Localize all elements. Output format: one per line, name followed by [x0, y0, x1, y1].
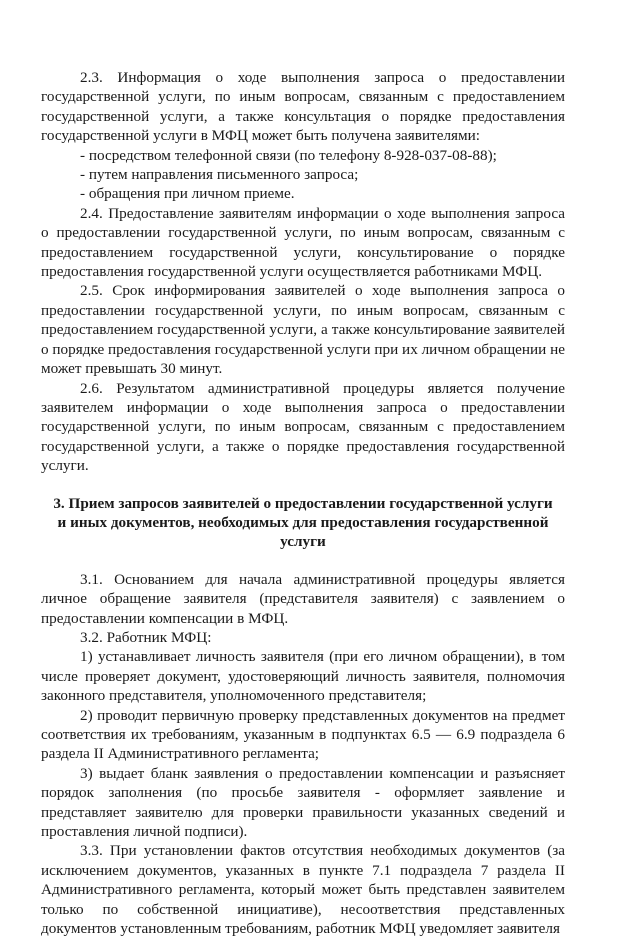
list-item-2: 2) проводит первичную проверку представленных документов на предмет соответствия их требованиям, указанным в подпунктах 6.5 — 6.9 подраздела 6 раздела II Административного регламента; — [41, 706, 565, 763]
paragraph-2-4: 2.4. Предоставление заявителям информации о ходе выполнения запроса о предоставлении государственной услуги, по иным вопросам, связанным с предоставлением государственной услуги, консультирование о порядке предоставления государственной услуги осуществляется работниками МФЦ. — [41, 204, 565, 281]
paragraph-3-3: 3.3. При установлении фактов отсутствия необходимых документов (за исключением документов, указанных в пункте 7.1 подраздела 7 раздела II Административного регламента, который может быть представлен заявителем только по собственной инициативе), несоответствия представленных документов установленным требованиям, работник МФЦ уведомляет заявителя — [41, 842, 565, 938]
paragraph-3-1: 3.1. Основанием для начала административной процедуры является личное обращение заявителя (представителя заявителя) с заявлением о предоставлении компенсации в МФЦ. — [41, 570, 565, 627]
bullet-phone: - посредством телефонной связи (по телефону 8-928-037-08-88); — [80, 146, 497, 164]
paragraph-2-6: 2.6. Результатом административной процедуры является получение заявителем информации о ходе выполнения запроса о предоставлении государственной услуги, по иным вопросам, связанным с предоставлением государственной услуги, а также о порядке предоставления государственной услуги. — [41, 379, 565, 475]
paragraph-2-3: 2.3. Информация о ходе выполнения запроса о предоставлении государственной услуги, по иным вопросам, связанным с предоставлением государственной услуги, а также консультация о порядке предоставления государственной услуги в МФЦ может быть получена заявителями: — [41, 69, 565, 145]
paragraph-2-5: 2.5. Срок информирования заявителей о ходе выполнения запроса о предоставлении государственной услуги, по иным вопросам, связанным с предоставлением государственной услуги, а также консультирование заявителей о порядке предоставления государственной услуги при их личном обращении не может превышать 30 минут. — [41, 282, 565, 378]
list-item-1: 1) устанавливает личность заявителя (при его личном обращении), в том числе проверяет документ, удостоверяющий личность заявителя, полномочия законного представителя, уполномоченного представителя; — [41, 648, 565, 705]
document-page — [41, 68, 565, 938]
paragraph-3-2: 3.2. Работник МФЦ: — [80, 628, 212, 646]
section-3-heading: 3. Прием запросов заявителей о предоставлении государственной услуги и иных документов, необходимых для предоставления государственной услуги — [53, 494, 553, 551]
bullet-written-request: - путем направления письменного запроса; — [80, 166, 359, 184]
list-item-3: 3) выдает бланк заявления о предоставлении компенсации и разъясняет порядок заполнения (по просьбе заявителя - оформляет заявление и представляет заявителю для проверки правильности указанных сведений и проставления личной подписи). — [41, 764, 565, 841]
bullet-personal-visit: - обращения при личном приеме. — [80, 185, 295, 203]
